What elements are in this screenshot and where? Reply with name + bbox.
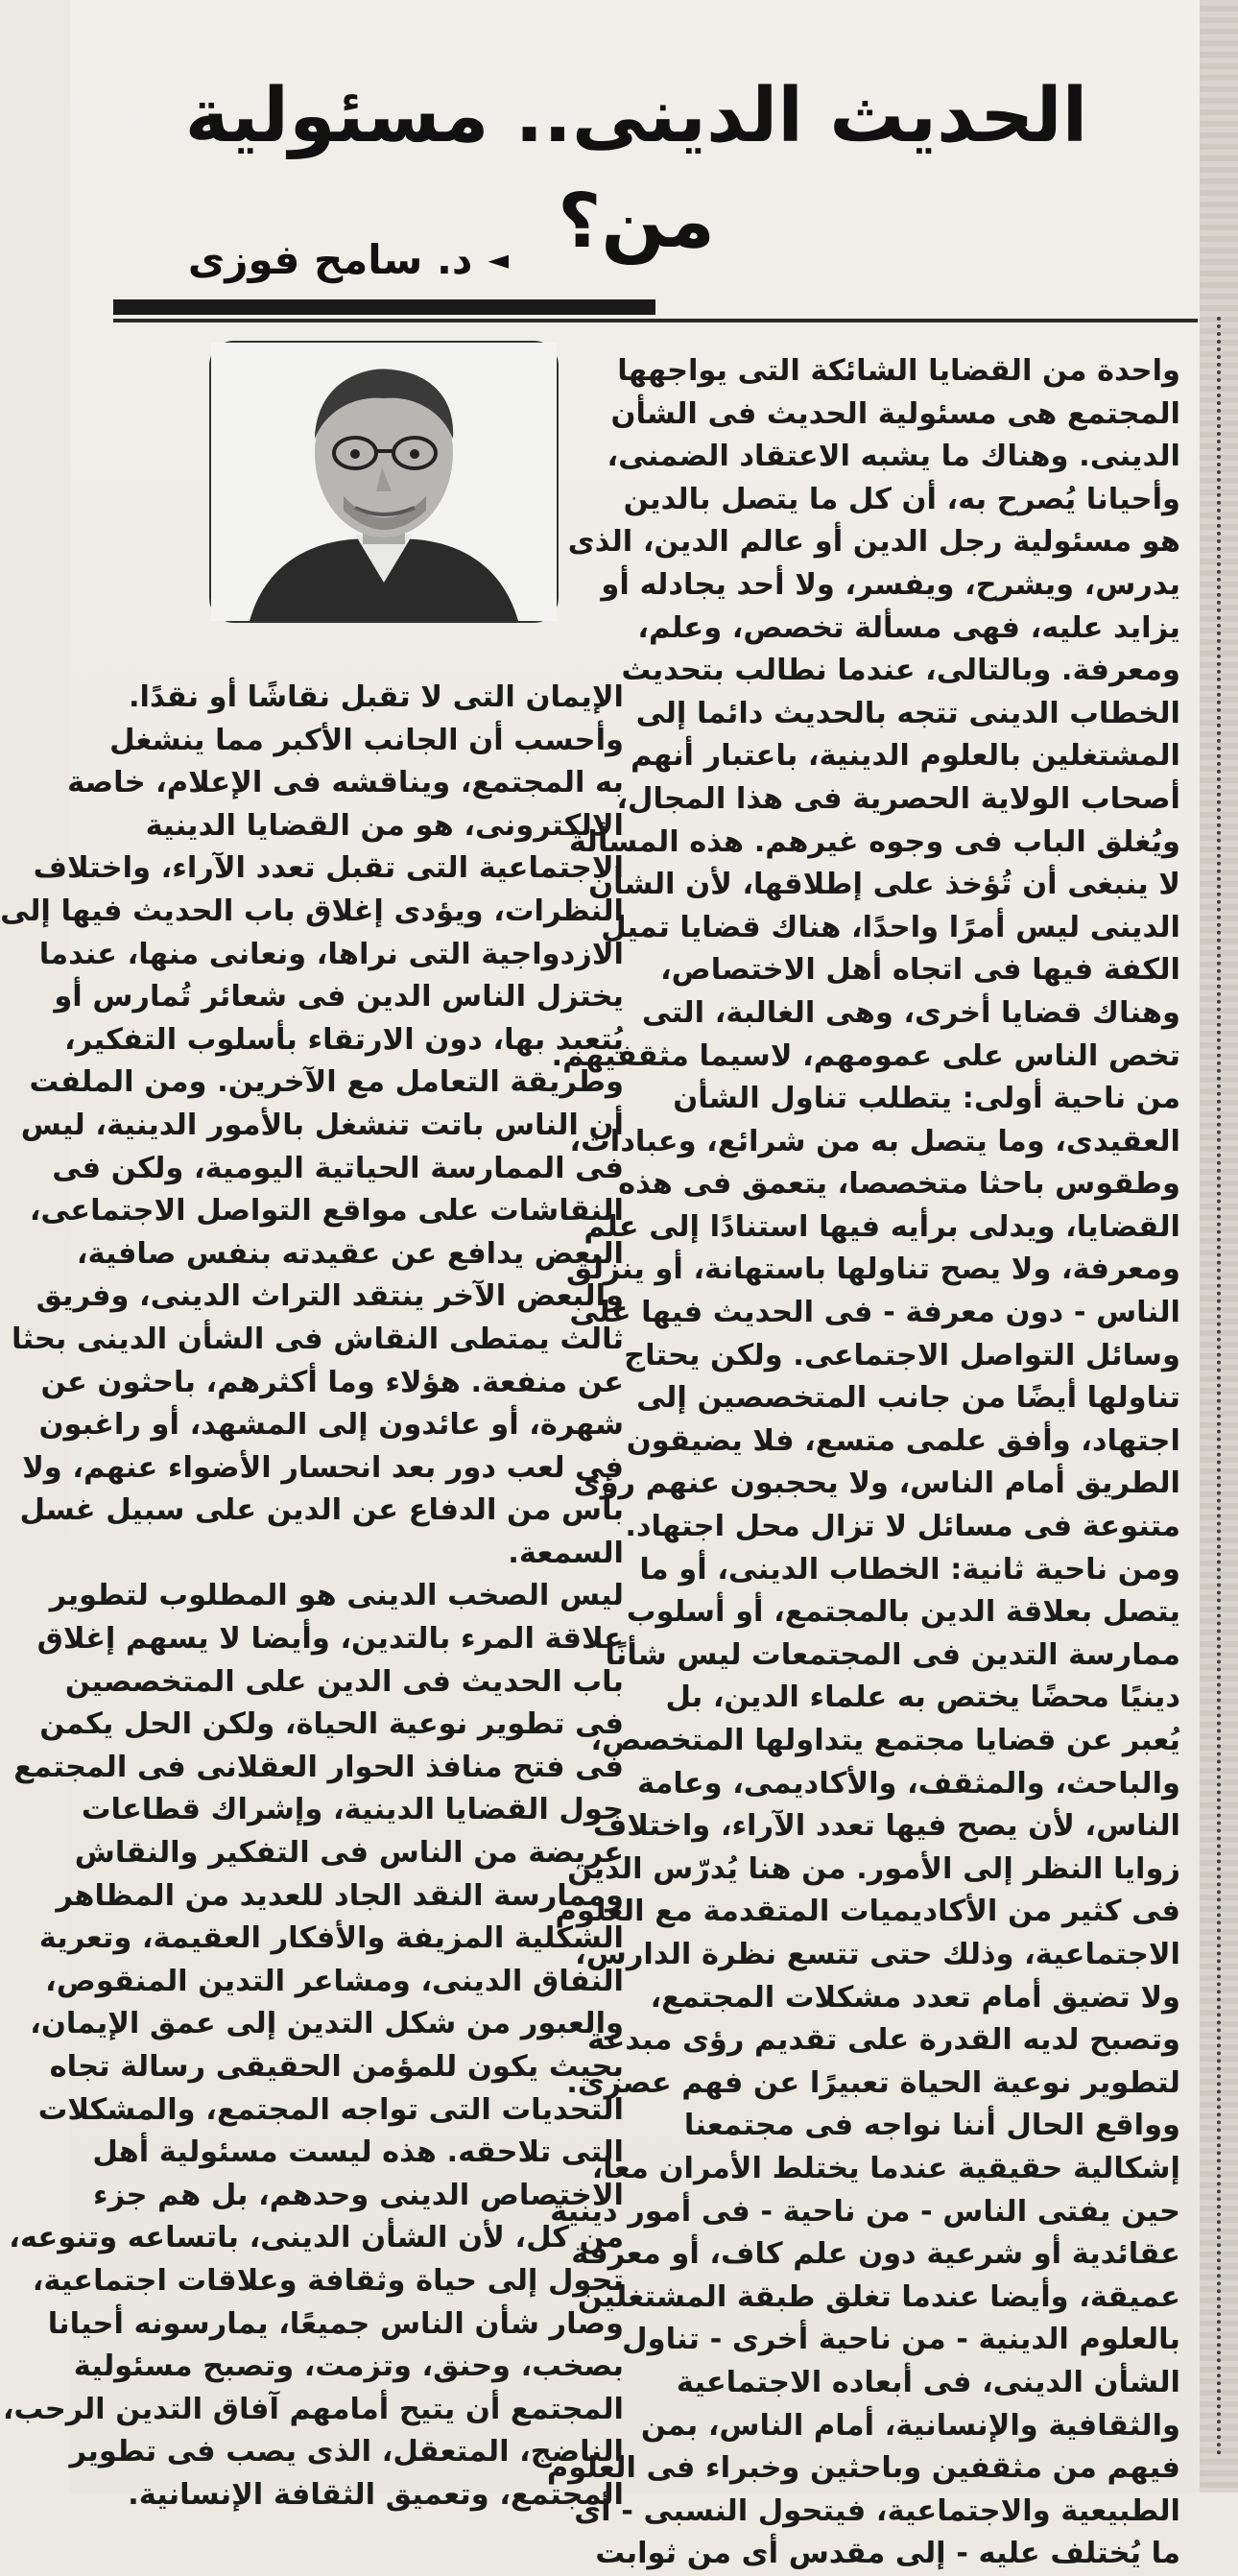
text-line: يُتعبد بها، دون الارتقاء بأسلوب التفكير،: [64, 1022, 624, 1057]
text-line: الاختصاص الدينى وحدهم، بل هم جزء: [92, 2178, 624, 2212]
text-line: التحديات التى تواجه المجتمع، والمشكلات: [37, 2092, 624, 2127]
text-line: لا ينبغى أن تُؤخذ على إطلاقها، لأن الشأن: [588, 868, 1180, 902]
text-line: العقيدى، وما يتصل به من شرائع، وعبادات،: [569, 1124, 1180, 1158]
text-line: علاقة المرء بالتدين، وأيضا لا يسهم إغلاق: [36, 1622, 624, 1657]
article-title: الحديث الدينى.. مسئولية من؟: [184, 73, 1088, 266]
text-line: الناس - دون معرفة - فى الحديث فيها على: [569, 1296, 1180, 1330]
text-line: فى فتح منافذ الحوار العقلانى فى المجتمع: [13, 1750, 624, 1784]
text-line: أصحاب الولاية الحصرية فى هذا المجال،: [616, 781, 1180, 816]
text-line: يُعبر عن قضايا مجتمع يتداولها المتخصص،: [590, 1724, 1180, 1757]
text-line: وتصبح لديه القدرة على تقديم رؤى مبدعة: [587, 2023, 1180, 2058]
author-byline: [188, 230, 509, 288]
text-line: يزايد عليه، فهى مسألة تخصص، وعلم،: [637, 610, 1180, 645]
text-line: النفاق الدينى، ومشاعر التدين المنقوص،: [45, 1964, 624, 1998]
text-line: المجتمع أن يتيح أمامهم آفاق التدين الرحب،: [2, 2392, 624, 2426]
text-line: تخص الناس على عمومهم، لاسيما مثقفيهم.: [551, 1038, 1180, 1073]
text-line: الدينى. وهناك ما يشبه الاعتقاد الضمنى،: [607, 440, 1180, 474]
column-separator-dotted: [1200, 0, 1238, 2493]
text-line: وطريقة التعامل مع الآخرين. ومن الملفت: [29, 1065, 624, 1100]
text-line: والثقافية والإنسانية، أمام الناس، بمن: [640, 2408, 1180, 2443]
text-line: من كل، لأن الشأن الدينى، باتساعه وتنوعه،: [9, 2221, 624, 2255]
text-line: وصار شأن الناس جميعًا، يمارسونه أحيانا: [47, 2306, 624, 2341]
text-line: حين يفتى الناس - من ناحية - فى أمور دينية: [550, 2194, 1180, 2229]
text-line: زوايا النظر إلى الأمور. من هنا يُدرّس الدين: [567, 1851, 1180, 1886]
text-line: الشأن الدينى، فى أبعاده الاجتماعية: [676, 2365, 1180, 2399]
text-line: بأس من الدفاع عن الدين على سبيل غسل: [19, 1493, 624, 1528]
byline-arrow-icon: ◄: [488, 243, 509, 275]
author-portrait-icon: [211, 343, 557, 621]
author-name: د. سامح فوزى: [187, 235, 473, 283]
text-line: الاجتماعية التى تقبل تعدد الآراء، واختلاف: [33, 851, 624, 886]
text-line: ليس الصخب الدينى هو المطلوب لتطوير: [49, 1579, 624, 1613]
text-line: فى لعب دور بعد انحسار الأضواء عنهم، ولا: [22, 1450, 624, 1485]
text-line: الكفة فيها فى اتجاه أهل الاختصاص،: [660, 953, 1180, 988]
text-line: المشتغلين بالعلوم الدينية، باعتبار أنهم: [631, 739, 1180, 774]
text-line: الاجتماعية، وذلك حتى تتسع نظرة الدارس،: [575, 1937, 1180, 1971]
text-line: ممارسة التدين فى المجتمعات ليس شأنًا: [605, 1637, 1180, 1672]
text-line: الدينى ليس أمرًا واحدًا، هناك قضايا تميل: [601, 910, 1180, 944]
text-line: وطقوس باحثا متخصصا، يتعمق فى هذه: [618, 1167, 1180, 1202]
text-line: والعبور من شكل التدين إلى عمق الإيمان،: [30, 2007, 624, 2041]
text-line: بصخب، وحنق، وتزمت، وتصبح مسئولية: [73, 2349, 624, 2384]
text-line: البعض يدافع عن عقيدته بنفس صافية،: [76, 1236, 624, 1271]
text-line: وواقع الحال أننا نواجه فى مجتمعنا: [683, 2109, 1180, 2143]
text-line: عن منفعة. هؤلاء وما أكثرهم، باحثون عن: [40, 1365, 624, 1399]
text-line: ومعرفة. وبالتالى، عندما نطالب بتحديث: [621, 654, 1180, 688]
text-line: عميقة، وأيضا عندما تغلق طبقة المشتغلين: [577, 2279, 1180, 2314]
text-line: النقاشات على مواقع التواصل الاجتماعى،: [29, 1194, 624, 1228]
text-line: شهرة، أو عائدون إلى المشهد، أو راغبون: [38, 1408, 624, 1443]
text-line: المجتمع هى مسئولية الحديث فى الشأن: [610, 396, 1180, 431]
text-line: ومن ناحية ثانية: الخطاب الدينى، أو ما: [639, 1552, 1180, 1586]
text-line: لتطوير نوعية الحياة تعبيرًا عن فهم عصرى.: [566, 2065, 1180, 2100]
text-line: التى تلاحقه. هذه ليست مسئولية أهل: [92, 2135, 624, 2170]
text-line: المجتمع، وتعميق الثقافة الإنسانية.: [128, 2477, 624, 2512]
text-line: يتصل بعلاقة الدين بالمجتمع، أو أسلوب: [626, 1595, 1180, 1630]
text-line: تناولها أيضًا من جانب المتخصصين إلى: [636, 1381, 1180, 1416]
text-line: الازدواجية التى نراها، ونعانى منها، عندما: [38, 937, 624, 971]
text-line: تحول إلى حياة وثقافة وعلاقات اجتماعية،: [32, 2263, 624, 2298]
text-line: بالعلوم الدينية - من ناحية أخرى - تناول: [622, 2323, 1180, 2357]
text-line: واحدة من القضايا الشائكة التى يواجهها: [617, 354, 1180, 388]
text-line: فى الممارسة الحياتية اليومية، ولكن فى: [52, 1151, 624, 1185]
text-line: ولا تضيق أمام تعدد مشكلات المجتمع،: [650, 1980, 1180, 2015]
text-line: وممارسة النقد الجاد للعديد من المظاهر: [56, 1878, 624, 1913]
text-line: يختزل الناس الدين فى شعائر تُمارس أو: [54, 980, 624, 1014]
text-line: وأحيانا يُصرح به، أن كل ما يتصل بالدين: [623, 482, 1180, 516]
text-line: متنوعة فى مسائل لا تزال محل اجتهاد.: [625, 1510, 1180, 1544]
text-line: والباحث، والمثقف، والأكاديمى، وعامة: [636, 1766, 1180, 1801]
text-line: فى كثير من الأكاديميات المتقدمة مع العلوم: [555, 1895, 1180, 1929]
text-line: وأحسب أن الجانب الأكبر مما ينشغل: [109, 723, 624, 757]
text-line: حول القضايا الدينية، وإشراك قطاعات: [81, 1793, 624, 1827]
text-line: ومعرفة، ولا يصح تناولها باستهانة، أو ينزلق: [565, 1252, 1180, 1287]
text-line: ويُغلق الباب فى وجوه غيرهم. هذه المسألة: [568, 824, 1180, 859]
text-line: السمعة.: [508, 1536, 624, 1570]
text-line: إشكالية حقيقية عندما يختلط الأمران معا،: [591, 2151, 1180, 2185]
text-line: وهناك قضايا أخرى، وهى الغالبة، التى: [641, 995, 1180, 1030]
byline-underline: [113, 299, 655, 315]
text-line: عريضة من الناس فى التفكير والنقاش: [74, 1836, 624, 1871]
text-line: الشكلية المزيفة والأفكار العقيمة، وتعرية: [38, 1921, 624, 1956]
text-line: ثالث يمتطى النقاش فى الشأن الدينى بحثا: [12, 1322, 624, 1356]
text-line: والبعض الآخر ينتقد التراث الدينى، وفريق: [36, 1279, 624, 1314]
text-line: الخطاب الدينى تتجه بالحديث دائما إلى: [635, 696, 1180, 730]
text-line: الناس، لأن يصح فيها تعدد الآراء، واختلاف: [592, 1809, 1180, 1844]
text-line: ما يُختلف عليه - إلى مقدس أى من ثوابت: [595, 2537, 1180, 2571]
text-line: وسائل التواصل الاجتماعى. ولكن يحتاج: [624, 1338, 1180, 1372]
text-line: دينيًا محضًا يختص به علماء الدين، بل: [665, 1681, 1180, 1715]
text-line: الطريق أمام الناس، ولا يحجبون عنهم رؤى: [573, 1467, 1180, 1501]
text-line: النظرات، ويؤدى إغلاق باب الحديث فيها إلى: [0, 894, 624, 928]
text-line: هو مسئولية رجل الدين أو عالم الدين، الذى: [567, 525, 1180, 560]
text-line: الطبيعية والاجتماعية، فيتحول النسبى - أى: [574, 2493, 1180, 2528]
text-line: الالكترونى، هو من القضايا الدينية: [145, 808, 624, 843]
text-line: الإيمان التى لا تقبل نقاشًا أو نقدًا.: [128, 680, 624, 714]
text-line: أن الناس باتت تنشغل بالأمور الدينية، ليس: [20, 1108, 624, 1142]
text-line: بحيث يكون للمؤمن الحقيقى رسالة تجاه: [49, 2050, 624, 2084]
text-line: فيهم من مثقفين وباحثين وخبراء فى العلوم: [546, 2451, 1180, 2486]
article-column-left: [0, 677, 624, 2517]
text-line: الناضج، المتعقل، الذى يصب فى تطوير: [69, 2435, 624, 2469]
header-rule: [113, 319, 1198, 322]
text-line: عقائدية أو شرعية دون علم كاف، أو معرفة: [571, 2237, 1180, 2272]
text-line: اجتهاد، وأفق علمى متسع، فلا يضيقون: [626, 1423, 1180, 1458]
text-line: باب الحديث فى الدين على المتخصصين: [64, 1664, 624, 1699]
text-line: به المجتمع، ويناقشه فى الإعلام، خاصة: [67, 766, 624, 800]
text-line: يدرس، ويشرح، ويفسر، ولا أحد يجادله أو: [601, 567, 1180, 602]
text-line: القضايا، ويدلى برأيه فيها استنادًا إلى علم: [583, 1209, 1180, 1244]
article-body-left: [0, 677, 624, 2517]
text-line: فى تطوير نوعية الحياة، ولكن الحل يكمن: [39, 1707, 624, 1742]
text-line: من ناحية أولى: يتطلب تناول الشأن: [673, 1082, 1180, 1116]
author-photo: [209, 341, 559, 623]
